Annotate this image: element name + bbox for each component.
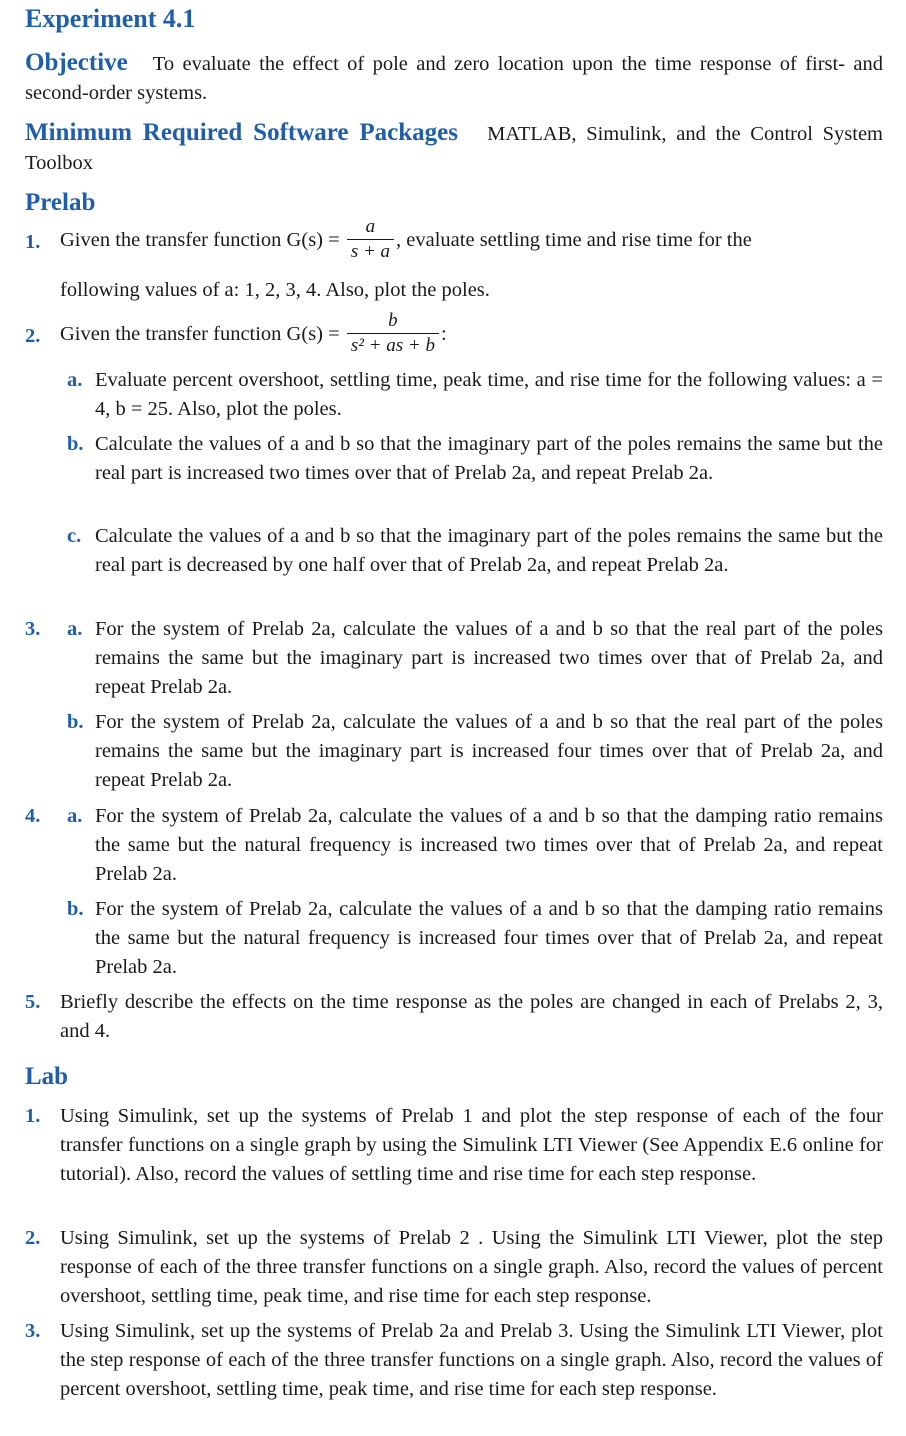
prelab-3a-label: a. (67, 618, 83, 640)
prelab-2-line1 (60, 308, 883, 360)
software-text: MATLAB, Simulink, and the Control System Toolbox (25, 123, 884, 174)
prelab-1-pre: Given the transfer function G(s) = (60, 229, 340, 251)
prelab-4b-text: For the system of Prelab 2a, calculate the values of a and b so that the damping ratio remains the same but the natural frequency is increased four times over that of Prelab 2a, and repeat Prelab 2a. (95, 898, 883, 978)
prelab-2c-label: c. (67, 525, 82, 547)
lab-3-number: 3. (25, 1320, 41, 1342)
prelab-1-line2: following values of a: 1, 2, 3, 4. Also, plot the poles. (60, 279, 490, 301)
prelab-1-post: , evaluate settling time and rise time for the (396, 229, 752, 251)
prelab-2a-text: Evaluate percent overshoot, settling time, peak time, and rise time for the following values: a = 4, b = 25. Also, plot the poles. (95, 369, 883, 420)
prelab-1-line1 (60, 214, 883, 266)
prelab-2-fraction (347, 309, 439, 358)
prelab-2c-text: Calculate the values of a and b so that the imaginary part of the poles remains the same but the real part is decreased by one half over that of Prelab 2a, and repeat Prelab 2a. (95, 525, 883, 576)
prelab-4a-text: For the system of Prelab 2a, calculate the values of a and b so that the damping ratio remains the same but the natural frequency is increased two times over that of Prelab 2a, and repeat Prelab 2a. (95, 805, 883, 885)
prelab-4-number: 4. (25, 805, 41, 827)
prelab-1-fraction (347, 215, 394, 264)
lab-heading: Lab (25, 1063, 69, 1090)
prelab-2-fraction-numerator: b (347, 309, 439, 334)
software-heading: Minimum Required Software Packages (25, 119, 458, 146)
prelab-3a-text: For the system of Prelab 2a, calculate the values of a and b so that the real part of the poles remains the same but the imaginary part is increased two times over that of Prelab 2a, and repeat Prelab 2a. (95, 618, 883, 698)
prelab-3b-text: For the system of Prelab 2a, calculate the values of a and b so that the real part of the poles remains the same but the imaginary part is increased four times over that of Prelab 2a, and repeat Prelab 2a. (95, 711, 883, 791)
prelab-4b-label: b. (67, 898, 84, 920)
prelab-1-fraction-numerator: a (347, 215, 394, 240)
prelab-2-number: 2. (25, 325, 41, 347)
prelab-1-fraction-denominator: s + a (350, 240, 391, 262)
prelab-3-number: 3. (25, 618, 41, 640)
lab-1-text: Using Simulink, set up the systems of Prelab 1 and plot the step response of each of the four transfer functions on a single graph by using the Simulink LTI Viewer (See Appendix E.6 online for tutorial). Also, record the values of settling time and rise time for each step response. (60, 1105, 883, 1185)
prelab-2-fraction-denominator: s² + as + b (350, 334, 435, 356)
prelab-2b-label: b. (67, 433, 84, 455)
prelab-1-number: 1. (25, 231, 41, 253)
prelab-4a-label: a. (67, 805, 83, 827)
experiment-title: Experiment 4.1 (25, 4, 196, 33)
prelab-2a-label: a. (67, 369, 83, 391)
lab-1-number: 1. (25, 1105, 41, 1127)
lab-2-text: Using Simulink, set up the systems of Prelab 2 . Using the Simulink LTI Viewer, plot the step response of each of the three transfer functions on a single graph. Also, record the values of percent overshoot, settling time, peak time, and rise time for each step response. (60, 1227, 883, 1307)
objective-text: To evaluate the effect of pole and zero location upon the time response of first- and second-order systems. (25, 53, 884, 104)
lab-3-text: Using Simulink, set up the systems of Prelab 2a and Prelab 3. Using the Simulink LTI Viewer, plot the step response of each of the three transfer functions on a single graph. Also, record the values of percent overshoot, settling time, peak time, and rise time for each step response. (60, 1320, 883, 1400)
prelab-2-pre: Given the transfer function G(s) = (60, 323, 340, 345)
objective-paragraph (25, 48, 883, 108)
prelab-5-text: Briefly describe the effects on the time response as the poles are changed in each of Prelabs 2, 3, and 4. (60, 991, 883, 1042)
prelab-2-post: : (440, 323, 447, 345)
prelab-3b-label: b. (67, 711, 84, 733)
software-paragraph (25, 118, 883, 178)
prelab-heading: Prelab (25, 189, 96, 216)
objective-heading: Objective (25, 49, 128, 76)
prelab-2b-text: Calculate the values of a and b so that the imaginary part of the poles remains the same but the real part is increased two times over that of Prelab 2a, and repeat Prelab 2a. (95, 433, 883, 484)
lab-2-number: 2. (25, 1227, 41, 1249)
prelab-5-number: 5. (25, 991, 41, 1013)
